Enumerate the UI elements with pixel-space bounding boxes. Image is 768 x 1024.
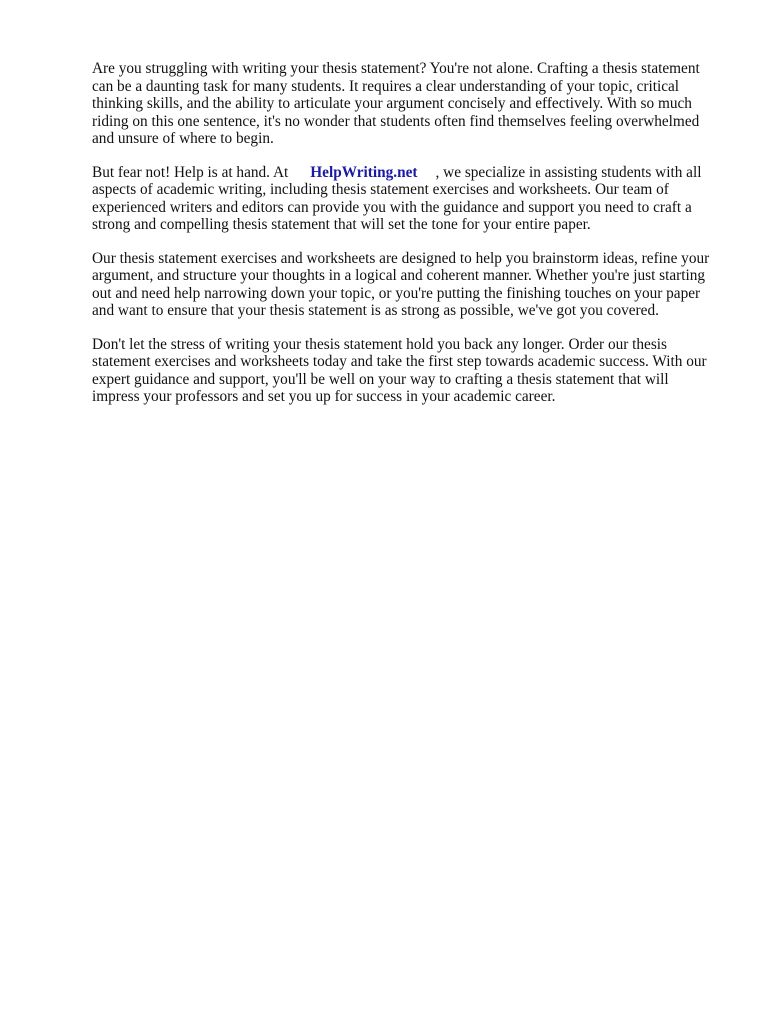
text-line: can be a daunting task for many students. It requires a clear understanding of your topic, critical bbox=[92, 77, 680, 95]
helpwriting-link[interactable]: HelpWriting.net bbox=[310, 163, 418, 181]
text-line: impress your professors and set you up for success in your academic career. bbox=[92, 388, 556, 405]
text-line: riding on this one sentence, it's no wonder that students often find themselves feeling overwhelmed bbox=[92, 112, 700, 130]
text-line: statement exercises and worksheets today and take the first step towards academic success. With our bbox=[92, 353, 707, 370]
text-line: argument, and structure your thoughts in a logical and coherent manner. Whether you're just starting bbox=[92, 267, 706, 284]
text-line: Don't let the stress of writing your thesis statement hold you back any longer. Order our thesis bbox=[92, 335, 668, 353]
text-line: experienced writers and editors can provide you with the guidance and support you need to craft a bbox=[92, 198, 692, 216]
text-line: thinking skills, and the ability to articulate your argument concisely and effectively. With so much bbox=[92, 95, 692, 112]
text-line: Are you struggling with writing your thesis statement? You're not alone. Crafting a thesis statement bbox=[92, 60, 700, 77]
text-line-with-link bbox=[92, 164, 722, 182]
text-line: and unsure of where to begin. bbox=[92, 130, 274, 147]
paragraph-help bbox=[92, 164, 722, 234]
text-line: and want to ensure that your thesis statement is as strong as possible, we've got you covered. bbox=[92, 302, 659, 319]
text-before-link: But fear not! Help is at hand. At bbox=[92, 163, 289, 181]
text-line: Our thesis statement exercises and worksheets are designed to help you brainstorm ideas, refine your bbox=[92, 249, 710, 267]
text-line: strong and compelling thesis statement that will set the tone for your entire paper. bbox=[92, 216, 591, 233]
paragraph-intro bbox=[92, 60, 722, 148]
document-body bbox=[92, 60, 722, 422]
text-line: aspects of academic writing, including thesis statement exercises and worksheets. Our team of bbox=[92, 181, 669, 198]
text-after-link: , we specialize in assisting students with all bbox=[435, 163, 702, 181]
paragraph-closing bbox=[92, 336, 722, 406]
text-line: out and need help narrowing down your topic, or you're putting the finishing touches on your paper bbox=[92, 284, 701, 302]
paragraph-exercises bbox=[92, 250, 722, 320]
text-line: expert guidance and support, you'll be well on your way to crafting a thesis statement that will bbox=[92, 370, 669, 388]
